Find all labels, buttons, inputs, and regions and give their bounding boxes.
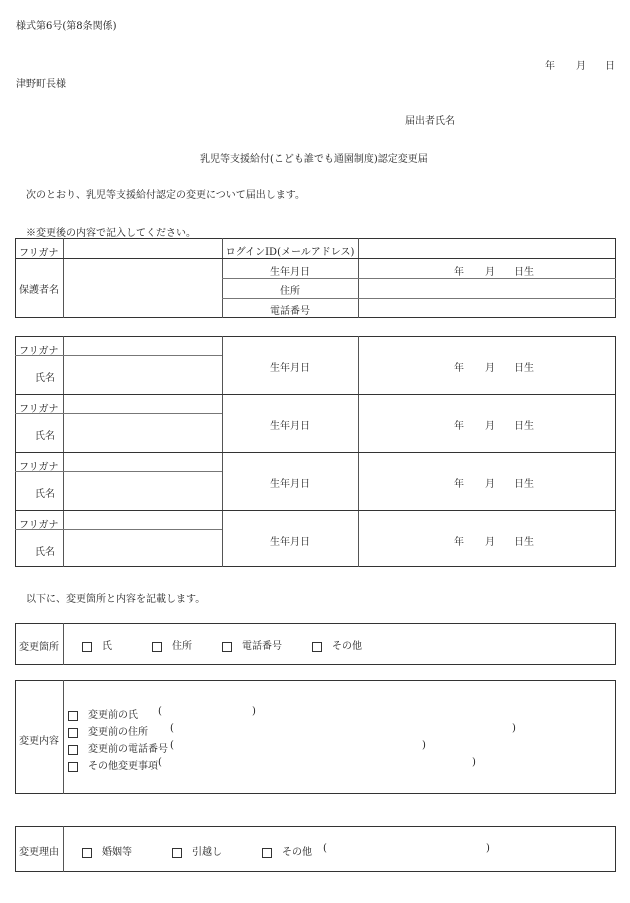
bracket-open: (	[158, 706, 162, 717]
guardian-birth-day: 日生	[514, 267, 534, 278]
child-furigana-field[interactable]	[66, 512, 220, 527]
child-name-field[interactable]	[66, 531, 220, 565]
change-reason-option-other[interactable]: その他	[262, 843, 312, 858]
previous-phone-field[interactable]	[176, 738, 420, 752]
date-day-label: 日	[605, 61, 615, 72]
date-month-label: 月	[576, 61, 586, 72]
child-name-field[interactable]	[66, 473, 220, 508]
change-content-divider	[63, 680, 64, 794]
bracket-close: )	[472, 757, 476, 768]
child-birth-day: 日生	[514, 479, 534, 490]
form-number: 様式第6号(第8条関係)	[16, 21, 117, 32]
guardian-divider	[63, 238, 64, 318]
checkbox-icon[interactable]	[312, 642, 322, 652]
guardian-address-field[interactable]	[362, 280, 614, 296]
guardian-row-line	[222, 278, 616, 279]
change-location-label: 変更箇所	[19, 642, 59, 653]
change-location-divider	[63, 623, 64, 665]
child-row-line	[15, 510, 616, 511]
guardian-row-line	[222, 298, 616, 299]
addressee: 津野町長様	[16, 79, 66, 90]
child-furigana-label: フリガナ	[19, 404, 59, 415]
checkbox-icon[interactable]	[82, 642, 92, 652]
child-birth-year: 年	[454, 421, 464, 432]
previous-address-field[interactable]	[176, 721, 510, 735]
other-reason-field[interactable]	[330, 841, 484, 855]
child-furigana-label: フリガナ	[19, 346, 59, 357]
other-change-field[interactable]	[164, 755, 470, 769]
child-row-line	[15, 452, 616, 453]
child-furigana-label: フリガナ	[19, 462, 59, 473]
guardian-furigana-label: フリガナ	[19, 248, 59, 259]
child-row-line	[15, 394, 616, 395]
checkbox-icon[interactable]	[68, 711, 78, 721]
child-furigana-label: フリガナ	[19, 520, 59, 531]
child-name-label: 氏名	[35, 431, 55, 442]
child-birth-label: 生年月日	[270, 363, 310, 374]
checkbox-icon[interactable]	[68, 745, 78, 755]
change-location-option-phone[interactable]: 電話番号	[222, 637, 282, 652]
form-title: 乳児等支援給付(こども誰でも通園制度)認定変更届	[200, 154, 428, 165]
checkbox-icon[interactable]	[82, 848, 92, 858]
guardian-phone-field[interactable]	[362, 300, 614, 316]
child-birth-month: 月	[485, 363, 495, 374]
intro-text: 次のとおり、乳児等支援給付認定の変更について届出します。	[26, 190, 305, 201]
child-furigana-field[interactable]	[66, 338, 220, 353]
guardian-birth-label: 生年月日	[270, 267, 310, 278]
login-id-label: ログインID(メールアドレス)	[225, 247, 355, 258]
change-reason-option-moving[interactable]: 引越し	[172, 843, 222, 858]
guardian-birth-year: 年	[454, 267, 464, 278]
change-reason-label: 変更理由	[19, 847, 59, 858]
child-birth-month: 月	[485, 421, 495, 432]
bracket-close: )	[422, 740, 426, 751]
child-birth-year: 年	[454, 363, 464, 374]
change-location-option-other[interactable]: その他	[312, 637, 362, 652]
change-content-item-name[interactable]: 変更前の氏	[68, 706, 138, 721]
child-birth-label: 生年月日	[270, 537, 310, 548]
guardian-name-label: 保護者名	[19, 285, 59, 296]
guardian-birth-month: 月	[485, 267, 495, 278]
login-id-field[interactable]	[362, 240, 614, 256]
checkbox-icon[interactable]	[68, 762, 78, 772]
guardian-furigana-field[interactable]	[66, 240, 220, 256]
change-intro-text: 以下に、変更箇所と内容を記載します。	[26, 594, 206, 605]
child-furigana-field[interactable]	[66, 454, 220, 469]
guardian-address-label: 住所	[280, 286, 300, 297]
change-location-option-name[interactable]: 氏	[82, 637, 112, 652]
bracket-close: )	[512, 723, 516, 734]
child-name-label: 氏名	[35, 547, 55, 558]
guardian-phone-label: 電話番号	[270, 306, 310, 317]
child-name-field[interactable]	[66, 415, 220, 450]
checkbox-icon[interactable]	[152, 642, 162, 652]
change-content-item-phone[interactable]: 変更前の電話番号	[68, 740, 168, 755]
bracket-close: )	[486, 843, 490, 854]
change-content-item-other[interactable]: その他変更事項	[68, 757, 158, 772]
child-birth-year: 年	[454, 537, 464, 548]
child-birth-label: 生年月日	[270, 421, 310, 432]
bracket-open: (	[170, 740, 174, 751]
child-birth-label: 生年月日	[270, 479, 310, 490]
bracket-open: (	[170, 723, 174, 734]
date-year-label: 年	[545, 61, 555, 72]
bracket-open: (	[158, 757, 162, 768]
child-name-label: 氏名	[35, 373, 55, 384]
child-name-field[interactable]	[66, 357, 220, 392]
child-birth-day: 日生	[514, 363, 534, 374]
child-birth-month: 月	[485, 537, 495, 548]
change-content-item-address[interactable]: 変更前の住所	[68, 723, 148, 738]
change-reason-divider	[63, 826, 64, 872]
applicant-name-label: 届出者氏名	[405, 116, 455, 127]
child-birth-year: 年	[454, 479, 464, 490]
child-birth-day: 日生	[514, 537, 534, 548]
child-name-label: 氏名	[35, 489, 55, 500]
checkbox-icon[interactable]	[172, 848, 182, 858]
checkbox-icon[interactable]	[68, 728, 78, 738]
bracket-open: (	[323, 843, 327, 854]
checkbox-icon[interactable]	[262, 848, 272, 858]
checkbox-icon[interactable]	[222, 642, 232, 652]
child-birth-day: 日生	[514, 421, 534, 432]
previous-name-field[interactable]	[164, 704, 250, 718]
change-location-option-address[interactable]: 住所	[152, 637, 192, 652]
change-content-label: 変更内容	[19, 736, 59, 747]
guardian-row-line	[15, 258, 616, 259]
bracket-close: )	[252, 706, 256, 717]
change-reason-option-marriage[interactable]: 婚姻等	[82, 843, 132, 858]
child-furigana-field[interactable]	[66, 396, 220, 411]
note-text: ※変更後の内容で記入してください。	[26, 228, 196, 239]
child-birth-month: 月	[485, 479, 495, 490]
guardian-name-field[interactable]	[66, 260, 220, 316]
